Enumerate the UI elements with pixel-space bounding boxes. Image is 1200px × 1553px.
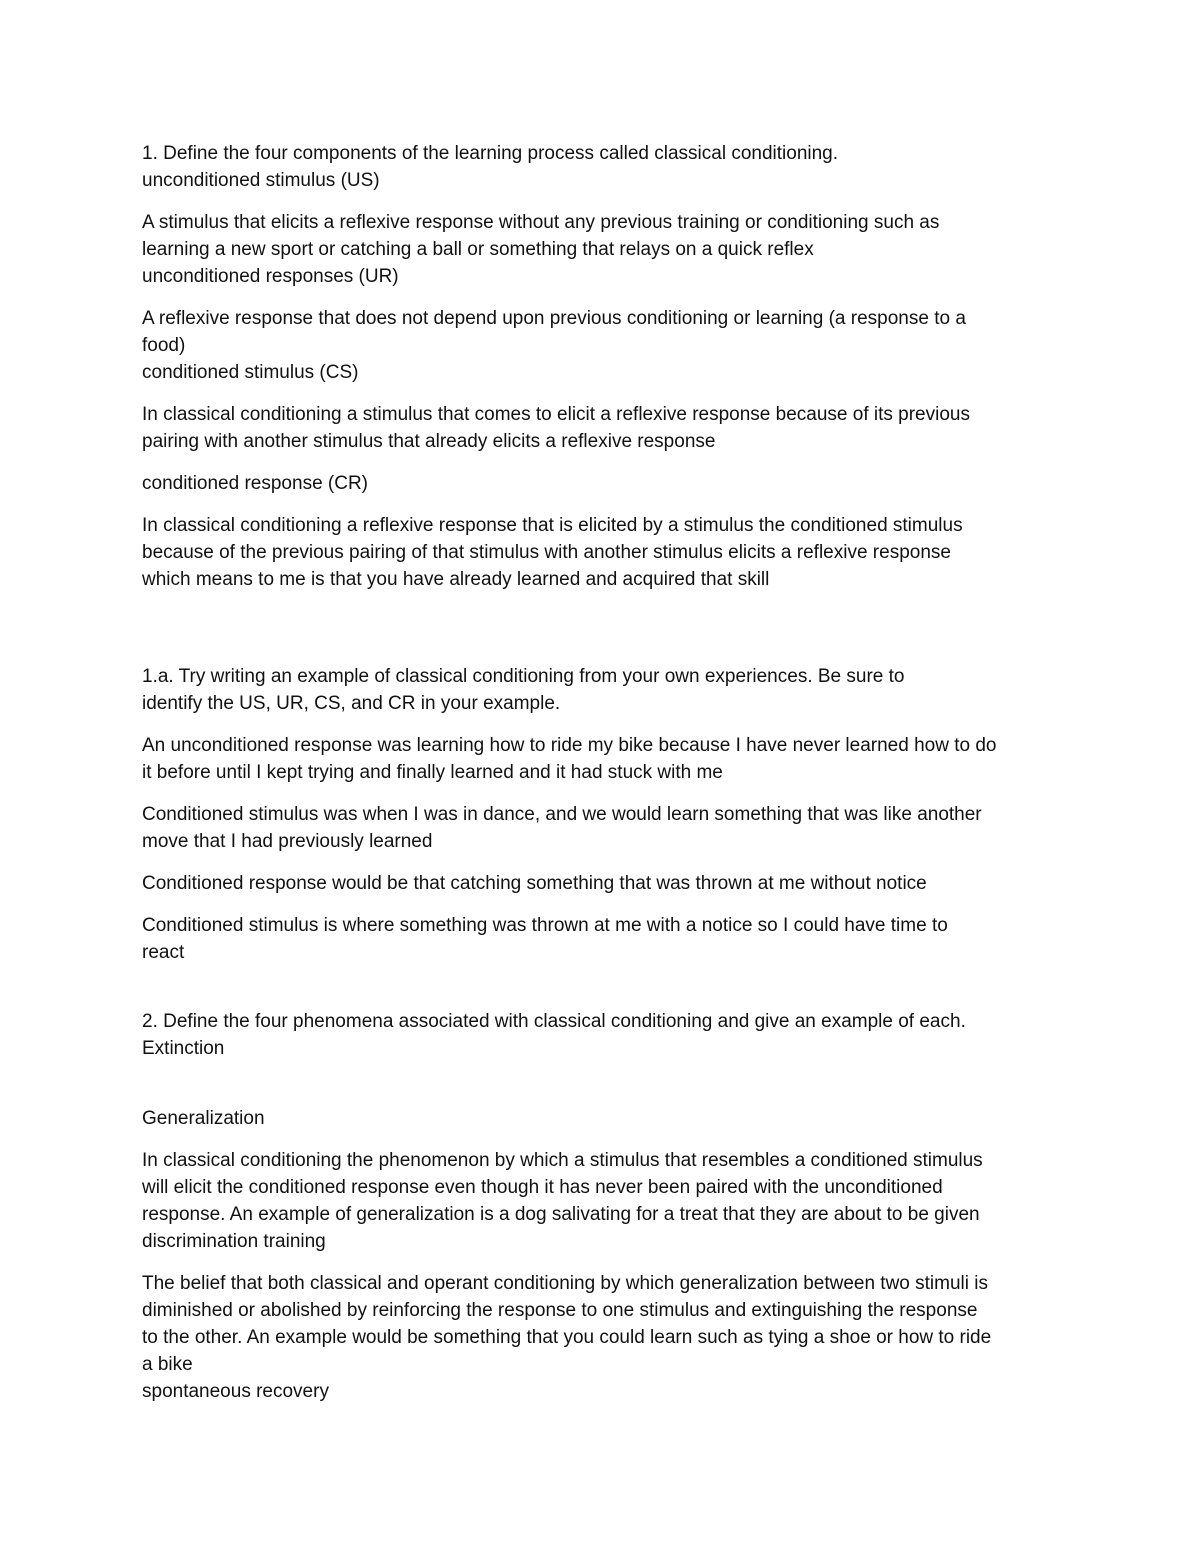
term-conditioned-response: conditioned response (CR) [142,473,369,494]
term-unconditioned-stimulus: unconditioned stimulus (US) [142,170,380,191]
term-extinction: Extinction [142,1038,225,1059]
question-2-heading: 2. Define the four phenomena associated with classical conditioning and give an example of each. [142,1011,966,1032]
definition-conditioned-stimulus: In classical conditioning a stimulus that comes to elicit a reflexive response because of its previous pairing with another stimulus that already elicits a reflexive response [142,404,970,452]
definition-discrimination-training: The belief that both classical and operant conditioning by which generalization between two stimuli is diminished or abolished by reinforcing the response to one stimulus and extinguishing the response to the other. An example would be something that you could learn such as tying a shoe or how to ride a bike [142,1273,992,1375]
answer-unconditioned-response: An unconditioned response was learning how to ride my bike because I have never learned how to do it before until I kept trying and finally learned and it had stuck with me [142,735,997,783]
question-1-heading: 1. Define the four components of the learning process called classical conditioning. [142,143,839,164]
answer-conditioned-stimulus-thrown: Conditioned stimulus is where something was thrown at me with a notice so I could have time to react [142,915,948,963]
term-conditioned-stimulus: conditioned stimulus (CS) [142,362,359,383]
answer-conditioned-stimulus-dance: Conditioned stimulus was when I was in dance, and we would learn something that was like another move that I had previously learned [142,804,982,852]
term-generalization: Generalization [142,1108,265,1129]
definition-unconditioned-responses: A reflexive response that does not depend upon previous conditioning or learning (a response to a food) [142,308,966,356]
definition-conditioned-response: In classical conditioning a reflexive response that is elicited by a stimulus the conditioned stimulus because of the previous pairing of that stimulus with another stimulus elicits a reflexive response which means to me is that you have already learned and acquired that skill [142,515,963,590]
document-body [142,140,1067,1405]
definition-unconditioned-stimulus: A stimulus that elicits a reflexive response without any previous training or conditioning such as learning a new sport or catching a ball or something that relays on a quick reflex [142,212,940,260]
definition-generalization: In classical conditioning the phenomenon by which a stimulus that resembles a conditioned stimulus will elicit the conditioned response even though it has never been paired with the unconditioned response. An example of generalization is a dog salivating for a treat that they are about to be given [142,1150,983,1225]
term-spontaneous-recovery: spontaneous recovery [142,1381,329,1402]
term-unconditioned-responses: unconditioned responses (UR) [142,266,399,287]
term-discrimination-training: discrimination training [142,1231,326,1252]
answer-conditioned-response: Conditioned response would be that catching something that was thrown at me without notice [142,873,927,894]
question-1a-heading: 1.a. Try writing an example of classical conditioning from your own experiences. Be sure to identify the US, UR, CS, and CR in your example. [142,666,905,714]
